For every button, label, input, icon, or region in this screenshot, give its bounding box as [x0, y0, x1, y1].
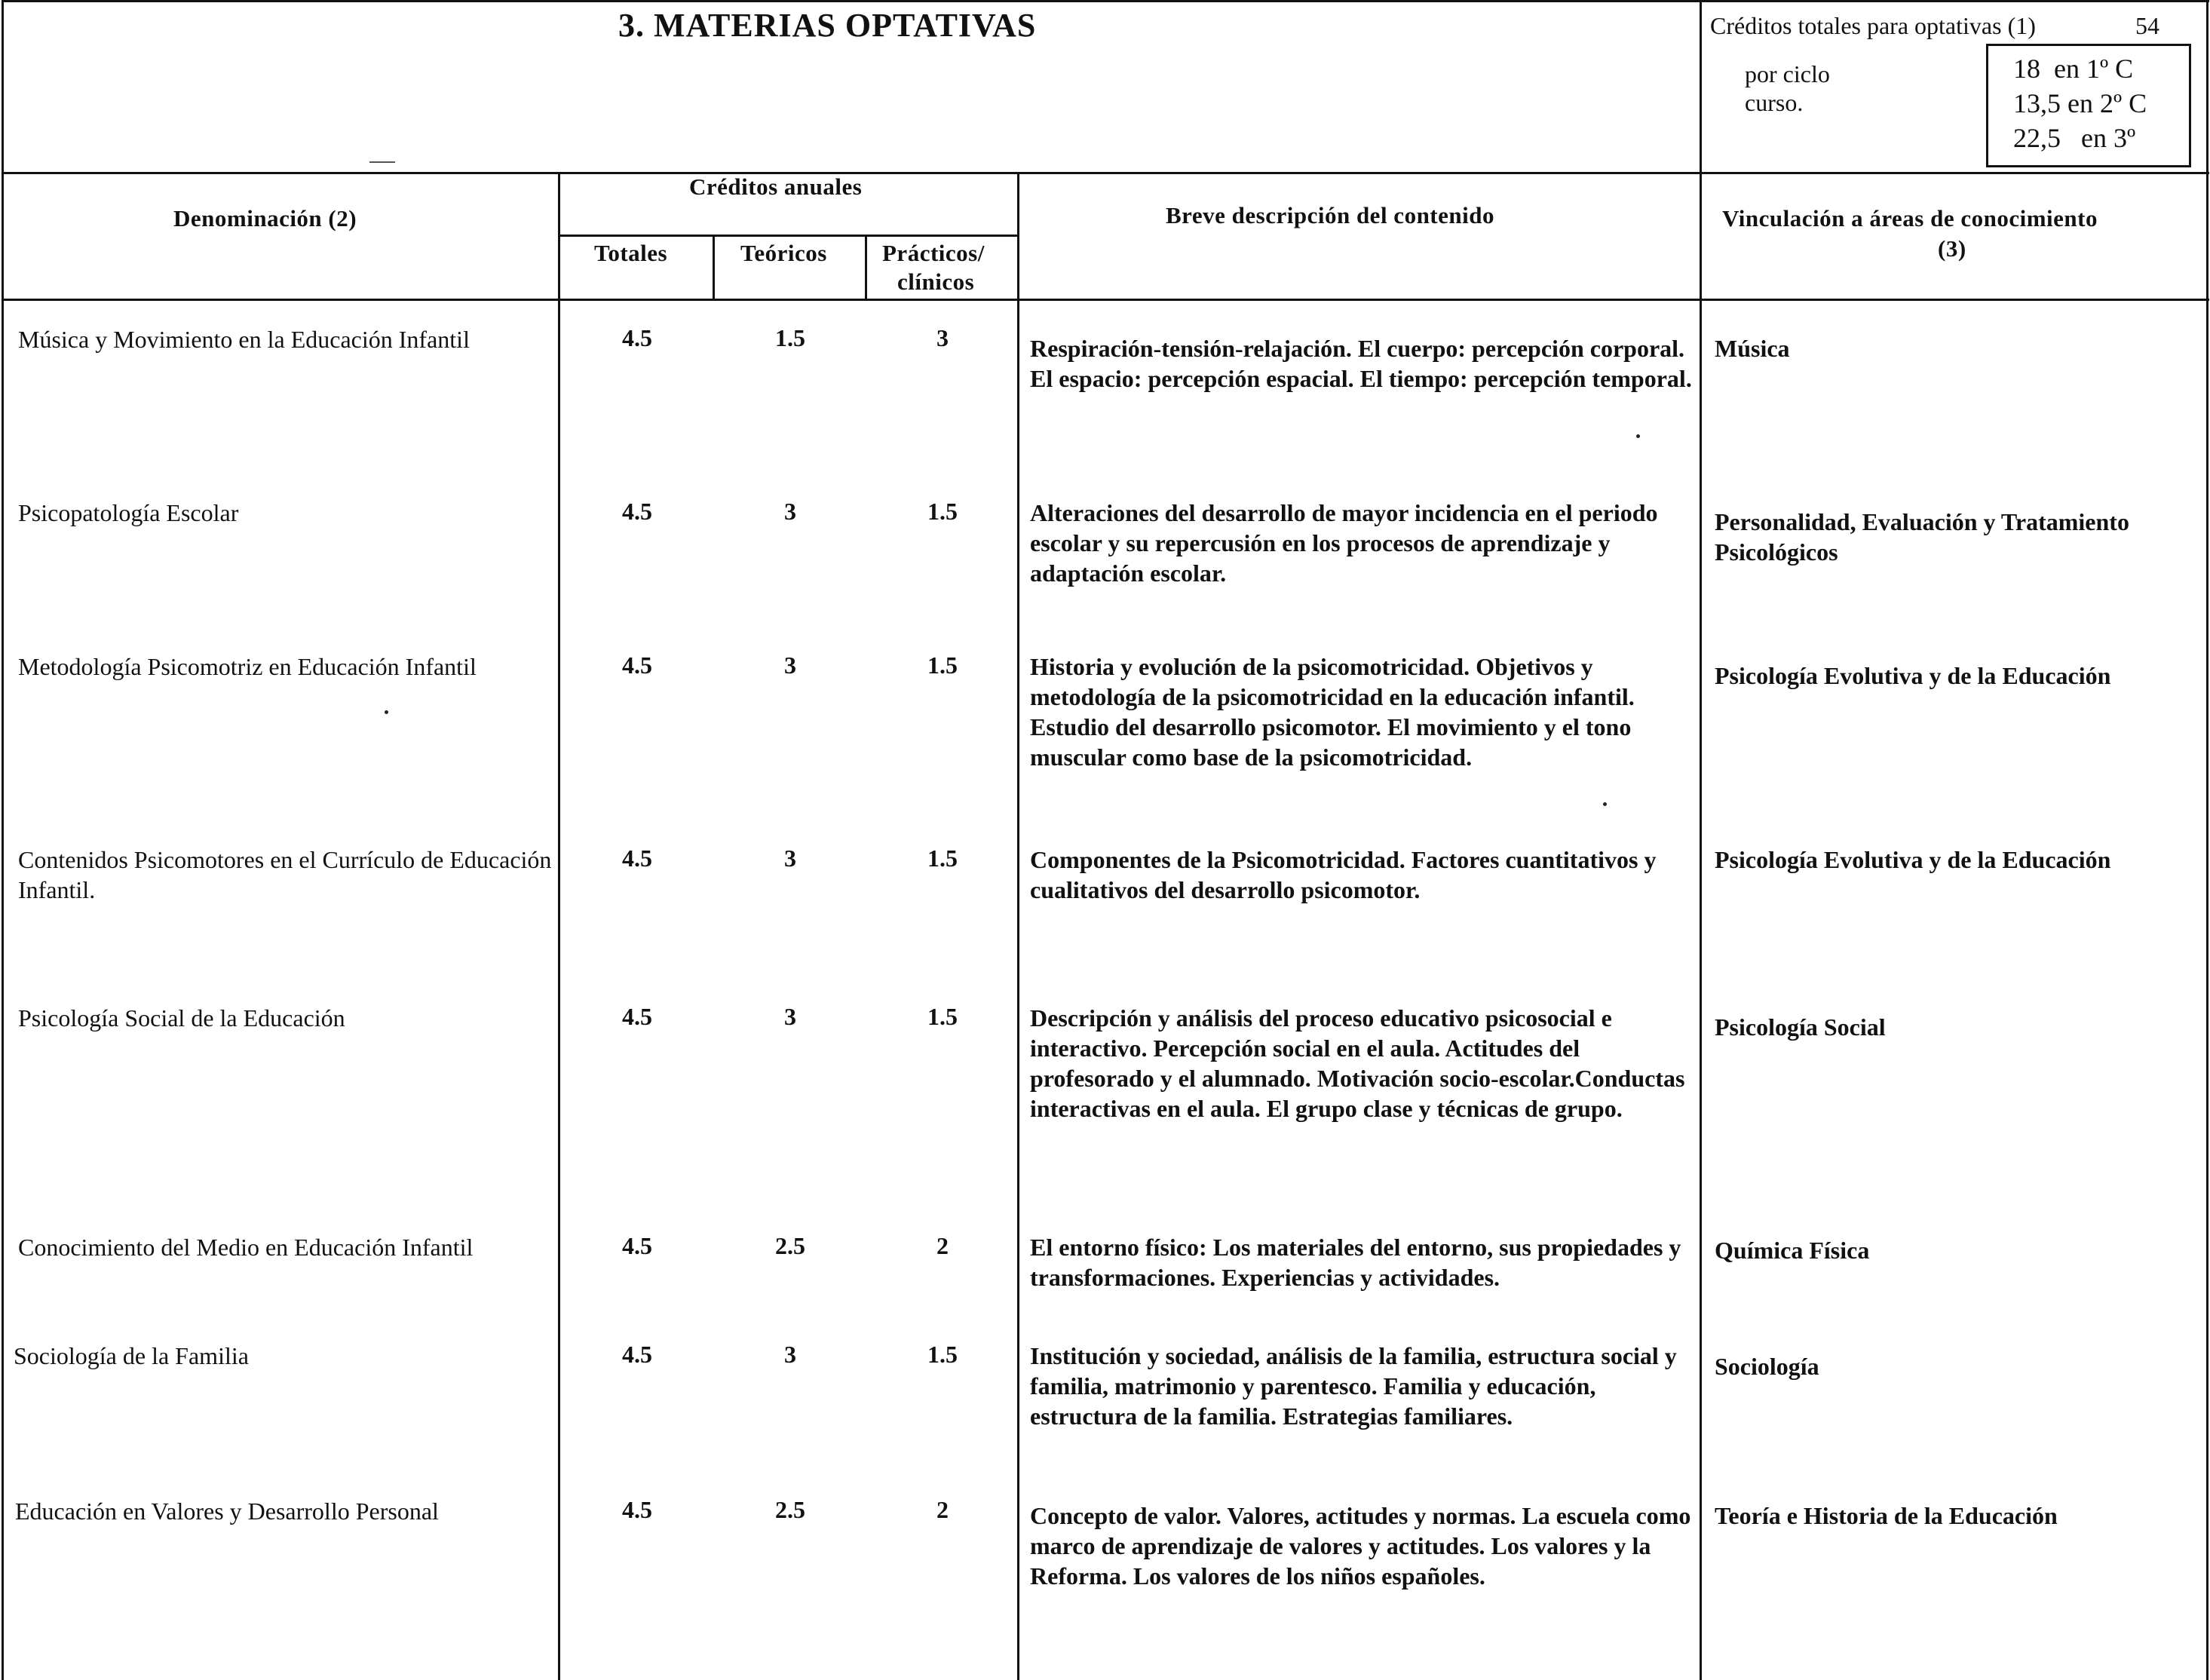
- cycle-credit-1: 18 en 1º C: [2013, 54, 2134, 84]
- cycle-credit-2: 13,5 en 2º C: [2013, 88, 2147, 118]
- row-3-practicos: 1.5: [927, 651, 958, 679]
- total-credits-value: 54: [2135, 12, 2159, 39]
- por-ciclo-label: por ciclo: [1745, 60, 1830, 87]
- header-creditos-anuales: Créditos anuales: [689, 173, 863, 200]
- row-3-teoricos: 3: [784, 651, 796, 679]
- row-3-area: Psicología Evolutiva y de la Educación: [1715, 662, 2111, 689]
- row-8-descripcion: Concepto de valor. Valores, actitudes y normas. La escuela como marco de aprendizaje de valores y actitudes. Los valores y la Reforma. Los valores de los niños españoles.: [1030, 1502, 1691, 1590]
- header-descripcion: Breve descripción del contenido: [1166, 202, 1494, 228]
- row-6-descripcion: El entorno físico: Los materiales del entorno, sus propiedades y transformaciones. Experiencias y actividades.: [1030, 1234, 1681, 1291]
- scan-speck: [1603, 802, 1607, 806]
- header-bottom-rule: [2, 299, 2209, 301]
- row-8-name: Educación en Valores y Desarrollo Personal: [15, 1498, 439, 1525]
- row-5-name: Psicología Social de la Educación: [18, 1004, 345, 1032]
- row-1-area: Música: [1715, 335, 1790, 362]
- row-1-descripcion: Respiración-tensión-relajación. El cuerpo: percepción corporal. El espacio: percepción espacial. El tiempo: percepción temporal.: [1030, 335, 1692, 392]
- cycle-credit-3: 22,5 en 3º: [2013, 123, 2136, 153]
- row-1-totales: 4.5: [622, 324, 652, 351]
- row-7-teoricos: 3: [784, 1341, 796, 1368]
- row-1-practicos: 3: [936, 324, 949, 351]
- row-3-descripcion: Historia y evolución de la psicomotricidad. Objetivos y metodología de la psicomotricidad en la educación infantil. Estudio del desarrollo psicomotor. El movimiento y el tono muscular como base de la psicomotricidad.: [1030, 653, 1635, 771]
- row-7-area: Sociología: [1715, 1353, 1819, 1380]
- row-7-descripcion: Institución y sociedad, análisis de la familia, estructura social y familia, matrimonio y parentesco. Familia y educación, estructura de la familia. Estrategias familiares.: [1030, 1342, 1677, 1430]
- row-1-name: Música y Movimiento en la Educación Infantil: [18, 326, 470, 353]
- row-4-teoricos: 3: [784, 845, 796, 872]
- row-5-area: Psicología Social: [1715, 1013, 1886, 1041]
- row-6-practicos: 2: [936, 1232, 949, 1259]
- row-4-descripcion: Componentes de la Psicomotricidad. Factores cuantitativos y cualitativos del desarrollo psicomotor.: [1030, 846, 1657, 903]
- row-2-area: Personalidad, Evaluación y Tratamiento Psicológicos: [1715, 508, 2129, 566]
- row-4-totales: 4.5: [622, 845, 652, 872]
- row-5-descripcion: Descripción y análisis del proceso educativo psicosocial e interactivo. Percepción social en el aula. Actitudes del profesorado y el alumnado. Motivación socio-escolar.Conductas interactivas en el aula. El grupo clase y técnicas de grupo.: [1030, 1004, 1685, 1122]
- header-totales: Totales: [594, 240, 668, 266]
- header-denominacion: Denominación (2): [173, 205, 357, 231]
- row-4-name: Contenidos Psicomotores en el Currículo de Educación Infantil.: [18, 846, 552, 903]
- row-2-practicos: 1.5: [927, 498, 958, 525]
- row-7-totales: 4.5: [622, 1341, 652, 1368]
- row-8-practicos: 2: [936, 1496, 949, 1523]
- scan-speck: [385, 710, 388, 714]
- row-3-totales: 4.5: [622, 651, 652, 679]
- header-practicos: Prácticos/: [882, 240, 985, 266]
- row-6-totales: 4.5: [622, 1232, 652, 1259]
- header-vinculacion: Vinculación a áreas de conocimiento: [1722, 205, 2098, 231]
- frame-top-border: [2, 0, 2209, 2]
- col-divider-descripcion: [1700, 172, 1702, 1680]
- frame-left-border: [2, 0, 4, 1680]
- creditos-anuales-rule: [558, 235, 1019, 237]
- col-divider-teoricos: [865, 235, 867, 300]
- header-teoricos: Teóricos: [740, 240, 827, 266]
- row-2-name: Psicopatología Escolar: [18, 499, 239, 526]
- frame-right-border: [2206, 0, 2208, 1680]
- row-8-totales: 4.5: [622, 1496, 652, 1523]
- row-8-area: Teoría e Historia de la Educación: [1715, 1502, 2058, 1529]
- col-divider-practicos: [1017, 172, 1019, 1680]
- curso-label: curso.: [1745, 89, 1804, 116]
- row-5-teoricos: 3: [784, 1003, 796, 1030]
- row-7-name: Sociología de la Familia: [14, 1342, 249, 1369]
- row-8-teoricos: 2.5: [775, 1496, 805, 1523]
- row-4-practicos: 1.5: [927, 845, 958, 872]
- total-credits-label: Créditos totales para optativas (1): [1710, 12, 2036, 39]
- header-vinculacion-note: (3): [1938, 235, 1966, 262]
- row-7-practicos: 1.5: [927, 1341, 958, 1368]
- section-title: 3. MATERIAS OPTATIVAS: [618, 7, 1037, 44]
- row-4-area: Psicología Evolutiva y de la Educación: [1715, 846, 2111, 873]
- scan-mark: [369, 161, 395, 163]
- header-top-rule: [2, 172, 2209, 174]
- row-2-teoricos: 3: [784, 498, 796, 525]
- row-6-area: Química Física: [1715, 1237, 1870, 1264]
- col-divider-totales: [713, 235, 715, 300]
- header-practicos-clinicos: clínicos: [897, 268, 975, 295]
- row-5-practicos: 1.5: [927, 1003, 958, 1030]
- col-divider-denominacion: [558, 172, 560, 1680]
- row-2-totales: 4.5: [622, 498, 652, 525]
- row-5-totales: 4.5: [622, 1003, 652, 1030]
- row-1-teoricos: 1.5: [775, 324, 805, 351]
- row-6-teoricos: 2.5: [775, 1232, 805, 1259]
- scan-speck: [1636, 434, 1640, 438]
- row-6-name: Conocimiento del Medio en Educación Infantil: [18, 1234, 474, 1261]
- row-2-descripcion: Alteraciones del desarrollo de mayor incidencia en el periodo escolar y su repercusión en los procesos de aprendizaje y adaptación escolar.: [1030, 499, 1658, 587]
- row-3-name: Metodología Psicomotriz en Educación Infantil: [18, 653, 477, 680]
